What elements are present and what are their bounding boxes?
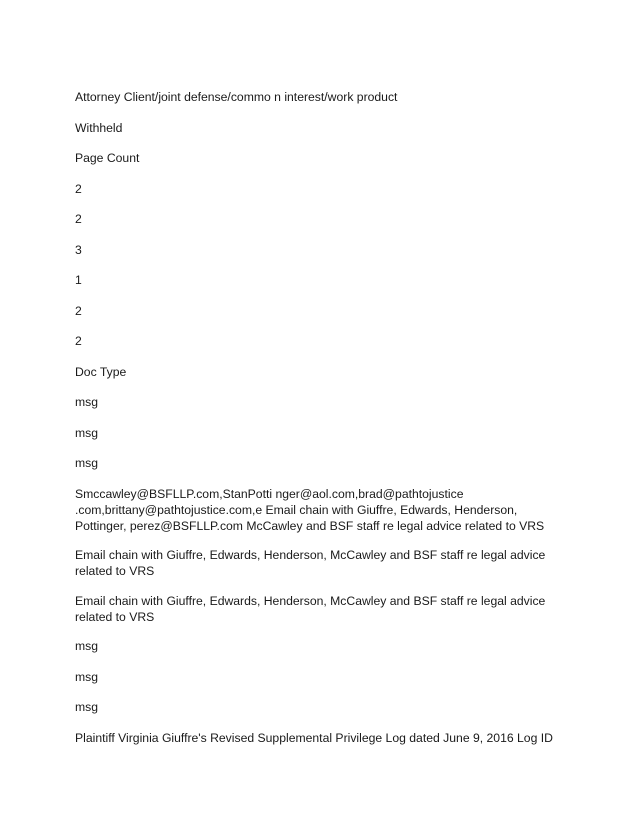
email-chain-description: Email chain with Giuffre, Edwards, Henderson, McCawley and BSF staff re legal advice related to VRS [75,593,546,624]
recipients-and-description: Smccawley@BSFLLP.com,StanPotti nger@aol.com,brad@pathtojustice .com,brittany@pathtojustice.com,e Email chain with Giuffre, Edwards, Henderson, Pottinger, perez@BSFLLP.com McCawley and BSF staff re legal advice related to VRS [75,486,545,533]
doc-type-value: msg [75,456,99,470]
doc-type-value: msg [75,669,99,684]
page-count-value: 3 [75,242,82,257]
doc-type-value: msg [75,639,99,653]
withheld-label: Withheld [75,120,123,135]
page-count-value: 2 [75,303,82,318]
privilege-basis-text: Attorney Client/joint defense/commo n interest/work product [75,90,398,104]
page-count-value: 2 [75,212,82,226]
page-count-heading: Page Count [75,151,140,165]
page-count-value: 2 [75,334,82,348]
privilege-log-title: Plaintiff Virginia Giuffre's Revised Supplemental Privilege Log dated June 9, 2016 Log ID [75,730,553,745]
doc-type-heading: Doc Type [75,364,127,379]
doc-type-value: msg [75,700,99,714]
document-body [75,89,565,760]
doc-type-value: msg [75,425,99,440]
page-count-value: 2 [75,181,82,196]
email-chain-description: Email chain with Giuffre, Edwards, Henderson, McCawley and BSF staff re legal advice related to VRS [75,548,546,578]
doc-type-value: msg [75,395,99,409]
page-count-value: 1 [75,273,82,287]
